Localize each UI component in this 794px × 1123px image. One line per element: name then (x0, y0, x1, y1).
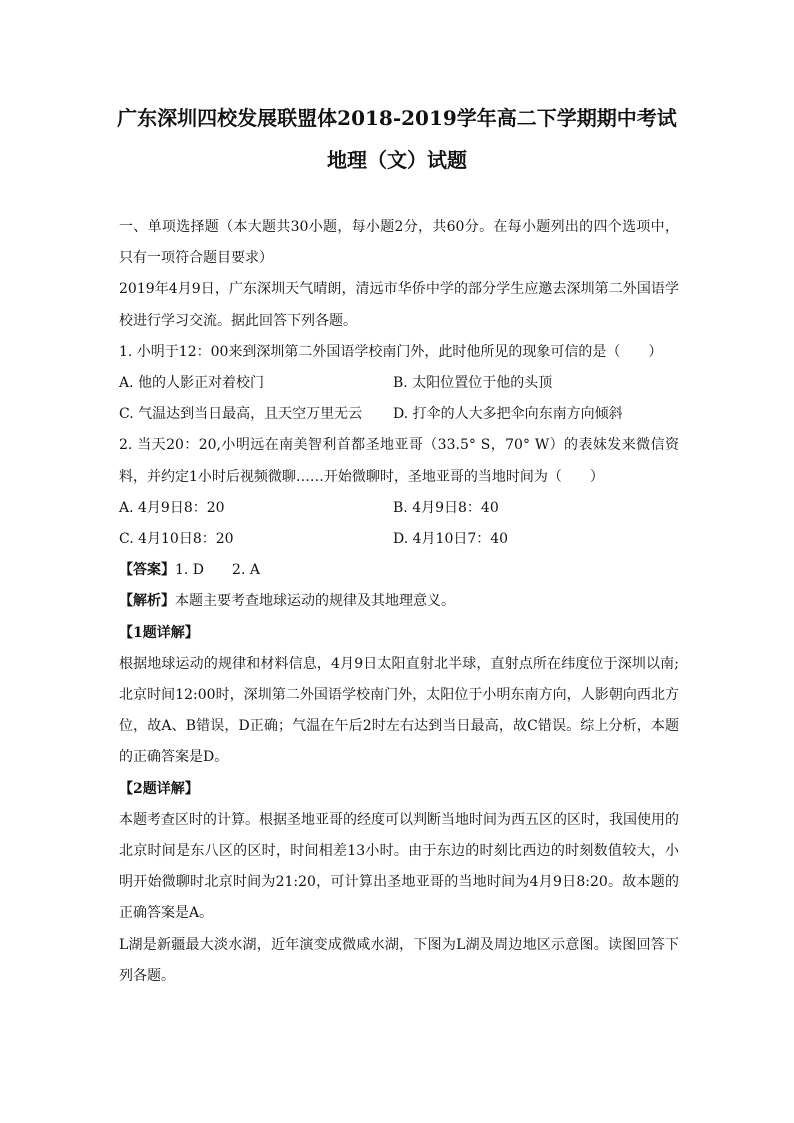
detail-1-heading: 【1题详解】 (119, 624, 199, 641)
question-2-option-c: C. 4月10日8：20 (119, 530, 234, 547)
question-1-option-a: A. 他的人影正对着校门 (119, 375, 265, 392)
document-subtitle: 地理（文）试题 (327, 148, 467, 172)
detail-2-text: 本题考查区时的计算。根据圣地亚哥的经度可以判断当地时间为西五区的区时，我国使用的北京时间是东八区的区时，时间相差13小时。由于东边的时刻比西边的时刻数值较大，小明开始微聊时北京时间为21:20，可计算出圣地亚哥的当地时间为4月9日8:20。故本题的正确答案是A。 (119, 811, 679, 922)
question-2-option-b: B. 4月9日8：40 (393, 499, 499, 516)
analysis-line (119, 586, 679, 617)
question-1-option-d: D. 打伞的人大多把伞向东南方向倾斜 (393, 406, 623, 423)
detail-1-text: 根据地球运动的规律和材料信息，4月9日太阳直射北半球，直射点所在纬度位于深圳以南;北京时间12:00时，深圳第二外国语学校南门外，太阳位于小明东南方向，人影朝向西北方位，故A、B错误，D正确；气温在午后2时左右达到当日最高，故C错误。综上分析，本题的正确答案是D。 (119, 655, 679, 766)
question-1-options-row-1 (119, 368, 679, 399)
answer-tag: 【答案】 (119, 562, 175, 579)
question-2-options-row-2 (119, 524, 679, 555)
analysis-tag: 【解析】 (119, 593, 175, 610)
question-2-option-d: D. 4月10日7：40 (393, 530, 509, 547)
question-1-options-row-2 (119, 399, 679, 430)
question-1-option-c: C. 气温达到当日最高，且天空万里无云 (119, 406, 363, 423)
question-1-option-b: B. 太阳位置位于他的头顶 (393, 375, 553, 392)
material-intro-1: 2019年4月9日，广东深圳天气晴朗，清远市华侨中学的部分学生应邀去深圳第二外国语学校进行学习交流。据此回答下列各题。 (119, 281, 679, 329)
analysis-text: 本题主要考查地球运动的规律及其地理意义。 (175, 593, 455, 610)
document-title: 广东深圳四校发展联盟体2018-2019学年高二下学期期中考试 (117, 106, 677, 130)
detail-2-heading: 【2题详解】 (119, 780, 199, 797)
material-intro-2: L湖是新疆最大淡水湖，近年演变成微咸水湖，下图为L湖及周边地区示意图。读图回答下列各题。 (119, 936, 679, 984)
answer-text: 1. D 2. A (175, 562, 260, 579)
section-header: 一、单项选择题（本大题共30小题，每小题2分，共60分。在每小题列出的四个选项中，只有一项符合题目要求） (119, 219, 679, 267)
question-2-stem: 2. 当天20：20,小明远在南美智利首都圣地亚哥（33.5° S，70° W）的表妹发来微信资料，并约定1小时后视频微聊……开始微聊时，圣地亚哥的当地时间为（ ） (119, 437, 679, 485)
question-1-stem: 1. 小明于12：00来到深圳第二外国语学校南门外，此时他所见的现象可信的是（ ） (119, 343, 663, 360)
answer-line (119, 555, 679, 586)
question-2-options-row-1 (119, 493, 679, 524)
document-body (119, 212, 679, 992)
question-2-option-a: A. 4月9日8：20 (119, 499, 225, 516)
